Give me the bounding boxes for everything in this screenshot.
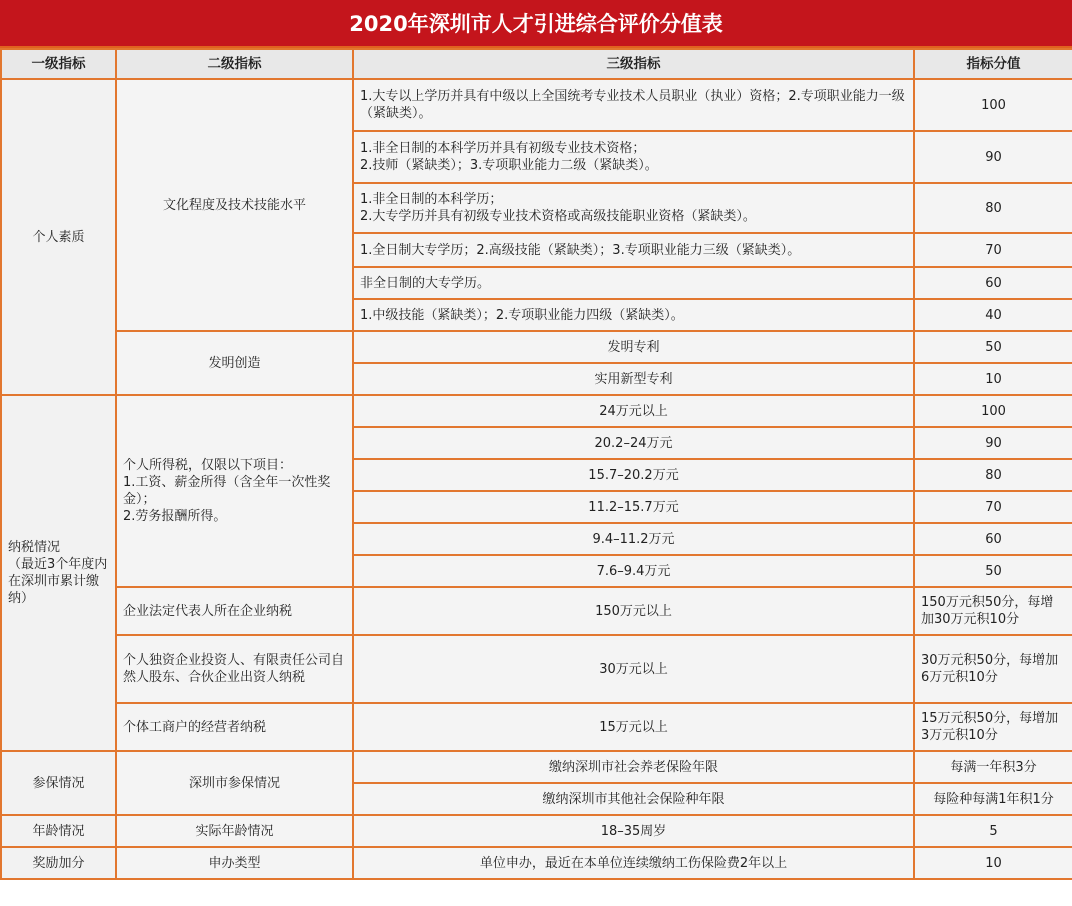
score-value: 100 [914,395,1072,427]
criteria-text: 24万元以上 [353,395,914,427]
criteria-text: 单位申办，最近在本单位连续缴纳工伤保险费2年以上 [353,847,914,879]
level2-bonus: 申办类型 [116,847,353,879]
header-level3: 三级指标 [353,49,914,79]
table-row [1,587,1072,635]
score-value: 70 [914,491,1072,523]
criteria-text: 缴纳深圳市其他社会保险种年限 [353,783,914,815]
score-value: 100 [914,79,1072,131]
criteria-text: 11.2–15.7万元 [353,491,914,523]
level2-age: 实际年龄情况 [116,815,353,847]
score-value: 150万元积50分，每增加30万元积10分 [914,587,1072,635]
criteria-text: 1.全日制大专学历；2.高级技能（紧缺类）；3.专项职业能力三级（紧缺类）。 [353,233,914,267]
criteria-text: 9.4–11.2万元 [353,523,914,555]
score-value: 30万元积50分，每增加6万元积10分 [914,635,1072,703]
score-value: 5 [914,815,1072,847]
level1-tax: 纳税情况 （最近3个年度内在深圳市累计缴纳） [1,395,116,751]
level1-insurance: 参保情况 [1,751,116,815]
table-row [1,79,1072,131]
level1-bonus: 奖励加分 [1,847,116,879]
table-row [1,751,1072,783]
score-value: 60 [914,523,1072,555]
criteria-text: 18–35周岁 [353,815,914,847]
criteria-text: 缴纳深圳市社会养老保险年限 [353,751,914,783]
table-row [1,395,1072,427]
header-row [1,49,1072,79]
score-value: 80 [914,183,1072,233]
level2-legal-rep: 企业法定代表人所在企业纳税 [116,587,353,635]
criteria-text: 30万元以上 [353,635,914,703]
level2-insurance: 深圳市参保情况 [116,751,353,815]
score-value: 15万元积50分，每增加3万元积10分 [914,703,1072,751]
score-value: 50 [914,331,1072,363]
criteria-text: 15.7–20.2万元 [353,459,914,491]
criteria-text: 1.非全日制的本科学历； 2.大专学历并具有初级专业技术资格或高级技能职业资格（紧缺类）。 [353,183,914,233]
score-value: 50 [914,555,1072,587]
header-level1: 一级指标 [1,49,116,79]
table-row [1,847,1072,879]
level2-invention: 发明创造 [116,331,353,395]
criteria-text: 15万元以上 [353,703,914,751]
level2-income-tax: 个人所得税，仅限以下项目： 1.工资、薪金所得（含全年一次性奖金）； 2.劳务报酬所得。 [116,395,353,587]
header-level2: 二级指标 [116,49,353,79]
score-value: 10 [914,847,1072,879]
level1-age: 年龄情况 [1,815,116,847]
criteria-text: 1.非全日制的本科学历并具有初级专业技术资格； 2.技师（紧缺类）；3.专项职业能力二级（紧缺类）。 [353,131,914,183]
score-value: 60 [914,267,1072,299]
score-value: 40 [914,299,1072,331]
criteria-text: 实用新型专利 [353,363,914,395]
table-title: 2020年深圳市人才引进综合评价分值表 [0,0,1072,48]
criteria-text: 150万元以上 [353,587,914,635]
criteria-text: 非全日制的大专学历。 [353,267,914,299]
header-score: 指标分值 [914,49,1072,79]
score-value: 每险种每满1年积1分 [914,783,1072,815]
score-value: 10 [914,363,1072,395]
level2-education: 文化程度及技术技能水平 [116,79,353,331]
score-value: 70 [914,233,1072,267]
table-row [1,331,1072,363]
level2-investor: 个人独资企业投资人、有限责任公司自然人股东、合伙企业出资人纳税 [116,635,353,703]
score-value: 90 [914,427,1072,459]
criteria-text: 7.6–9.4万元 [353,555,914,587]
level2-individual: 个体工商户的经营者纳税 [116,703,353,751]
criteria-text: 1.大专以上学历并具有中级以上全国统考专业技术人员职业（执业）资格；2.专项职业能力一级（紧缺类）。 [353,79,914,131]
criteria-text: 20.2–24万元 [353,427,914,459]
level1-personal: 个人素质 [1,79,116,395]
criteria-text: 发明专利 [353,331,914,363]
criteria-text: 1.中级技能（紧缺类）；2.专项职业能力四级（紧缺类）。 [353,299,914,331]
table-row [1,635,1072,703]
score-value: 90 [914,131,1072,183]
score-table [0,48,1072,880]
score-value: 每满一年积3分 [914,751,1072,783]
score-value: 80 [914,459,1072,491]
table-row [1,703,1072,751]
table-row [1,815,1072,847]
